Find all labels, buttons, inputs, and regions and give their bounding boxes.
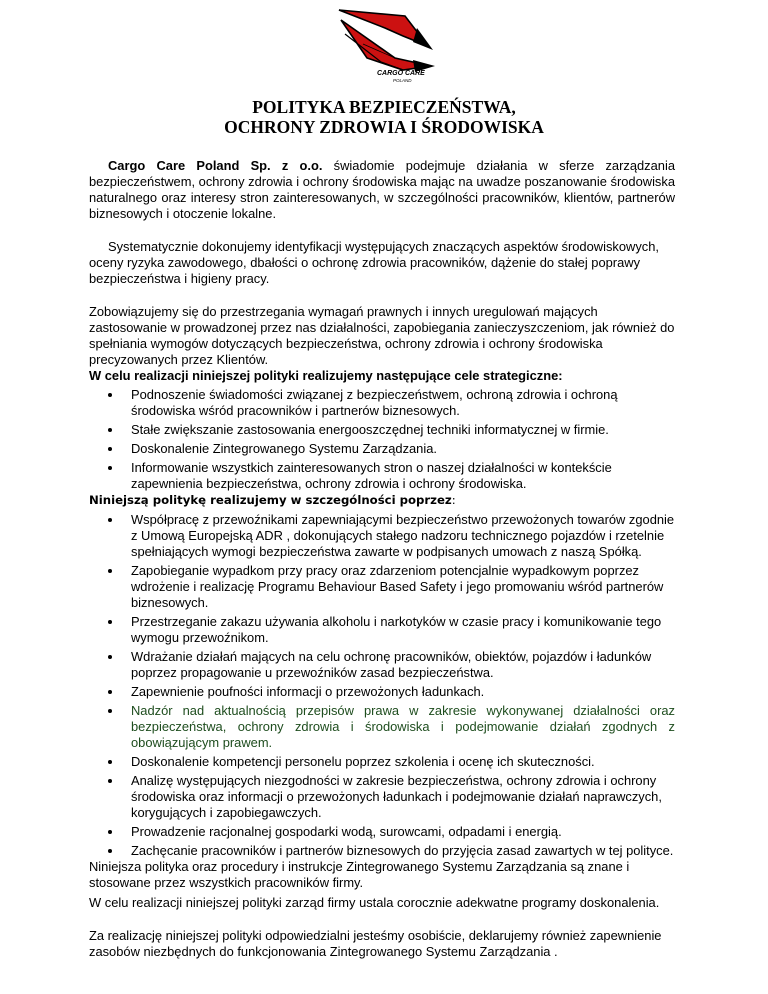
list-item: Stałe zwiększanie zastosowania energooszczędnej techniki informatycznej w firmie. <box>131 422 609 437</box>
policy-list <box>106 512 675 859</box>
list-item: Współpracę z przewoźnikami zapewniającymi bezpieczeństwo przewożonych towarów zgodnie z Umową Europejską ADR , dokonujących stałego nadzoru technicznego pojazdów i rzetelnie spełniających wymogi bezpieczeństwa zawarte w podpisanych umowach z naszą Spółką. <box>131 512 675 559</box>
list-item: Wdrażanie działań mających na celu ochronę pracowników, obiektów, pojazdów i ładunków poprzez propagowanie u przewoźników zasad bezpieczeństwa. <box>131 649 652 680</box>
goals-list <box>106 387 675 492</box>
list-item: Doskonalenie kompetencji personelu poprzez szkolenia i ocenę ich skuteczności. <box>131 754 595 769</box>
policy-heading: Niniejszą politykę realizujemy w szczególności poprzez: <box>89 493 456 507</box>
list-item: Nadzór nad aktualnością przepisów prawa w zakresie wykonywanej działalności oraz bezpieczeństwa, ochrony zdrowia i środowiska i podejmowanie działań zgodnych z obowiązującym prawem. <box>131 703 675 750</box>
paragraph-identification: Systematycznie dokonujemy identyfikacji występujących znaczących aspektów środowiskowych, oceny ryzyka zawodowego, dbałości o ochronę zdrowia pracowników, dążenie do stałej poprawy bezpieczeństwa i higieny pracy. <box>89 239 659 286</box>
list-item: Prowadzenie racjonalnej gospodarki wodą, surowcami, odpadami i energią. <box>131 824 562 839</box>
page-title <box>0 97 768 137</box>
company-name: Cargo Care Poland Sp. z o.o. <box>108 158 323 173</box>
paragraph-programs: W celu realizacji niniejszej polityki zarząd firmy ustala corocznie adekwatne programy doskonalenia. <box>89 895 660 910</box>
logo-sub-text: POLAND <box>393 78 412 83</box>
list-item: Podnoszenie świadomości związanej z bezpieczeństwem, ochroną zdrowia i ochroną środowiska wśród pracowników i partnerów biznesowych. <box>131 387 618 418</box>
intro-paragraph <box>89 158 675 222</box>
paragraph-procedures: Niniejsza polityka oraz procedury i instrukcje Zintegrowanego Systemu Zarządzania są znane i stosowane przez wszystkich pracowników firmy. <box>89 859 630 890</box>
logo-brand-text: CARGO CARE <box>377 70 425 77</box>
title-line-2: OCHRONY ZDROWIA I ŚRODOWISKA <box>224 117 544 137</box>
cargo-care-logo <box>333 6 438 88</box>
list-item: Zapewnienie poufności informacji o przewożonych ładunkach. <box>131 684 485 699</box>
list-item: Doskonalenie Zintegrowanego Systemu Zarządzania. <box>131 441 437 456</box>
goals-heading: W celu realizacji niniejszej polityki realizujemy następujące cele strategiczne: <box>89 368 563 383</box>
paragraph-responsibility: Za realizację niniejszej polityki odpowiedzialni jesteśmy osobiście, deklarujemy również zapewnienie zasobów niezbędnych do funkcjonowania Zintegrowanego Systemu Zarządzania . <box>89 928 662 959</box>
list-item: Informowanie wszystkich zainteresowanych stron o naszej działalności w kontekście zapewnienia bezpieczeństwa, ochrony zdrowia i ochrony środowiska. <box>131 460 612 491</box>
intro-text: świadomie podejmuje działania w sferze zarządzania bezpieczeństwem, ochrony zdrowia i ochrony środowiska mając na uwadze poszanowanie środowiska naturalnego oraz interesy stron zainteresowanych, w szczególności pracowników, klientów, partnerów biznesowych i otoczenie lokalne. <box>89 158 675 221</box>
list-item: Przestrzeganie zakazu używania alkoholu i narkotyków w czasie pracy i komunikowanie tego wymogu przewoźnikom. <box>131 614 662 645</box>
list-item: Zapobieganie wypadkom przy pracy oraz zdarzeniom potencjalnie wypadkowym poprzez wdrożenie i realizację Programu Behaviour Based Safety i jego promowaniu wśród partnerów biznesowych. <box>131 563 664 610</box>
title-line-1: POLITYKA BEZPIECZEŃSTWA, <box>252 97 516 117</box>
list-item: Zachęcanie pracowników i partnerów biznesowych do przyjęcia zasad zawartych w tej polityce. <box>131 843 674 858</box>
document-body <box>89 158 675 960</box>
paragraph-commitment: Zobowiązujemy się do przestrzegania wymagań prawnych i innych uregulowań mających zastosowanie w prowadzonej przez nas działalności, zapobiegania zanieczyszczeniom, jak również do spełniania wymogów dotyczących bezpieczeństwa, ochrony zdrowia i ochrony środowiska precyzowanych przez Klientów. <box>89 304 675 367</box>
list-item: Analizę występujących niezgodności w zakresie bezpieczeństwa, ochrony zdrowia i ochrony środowiska oraz informacji o przewożonych ładunkach i podejmowanie działań naprawczych, korygujących i zapobiegawczych. <box>131 773 662 820</box>
